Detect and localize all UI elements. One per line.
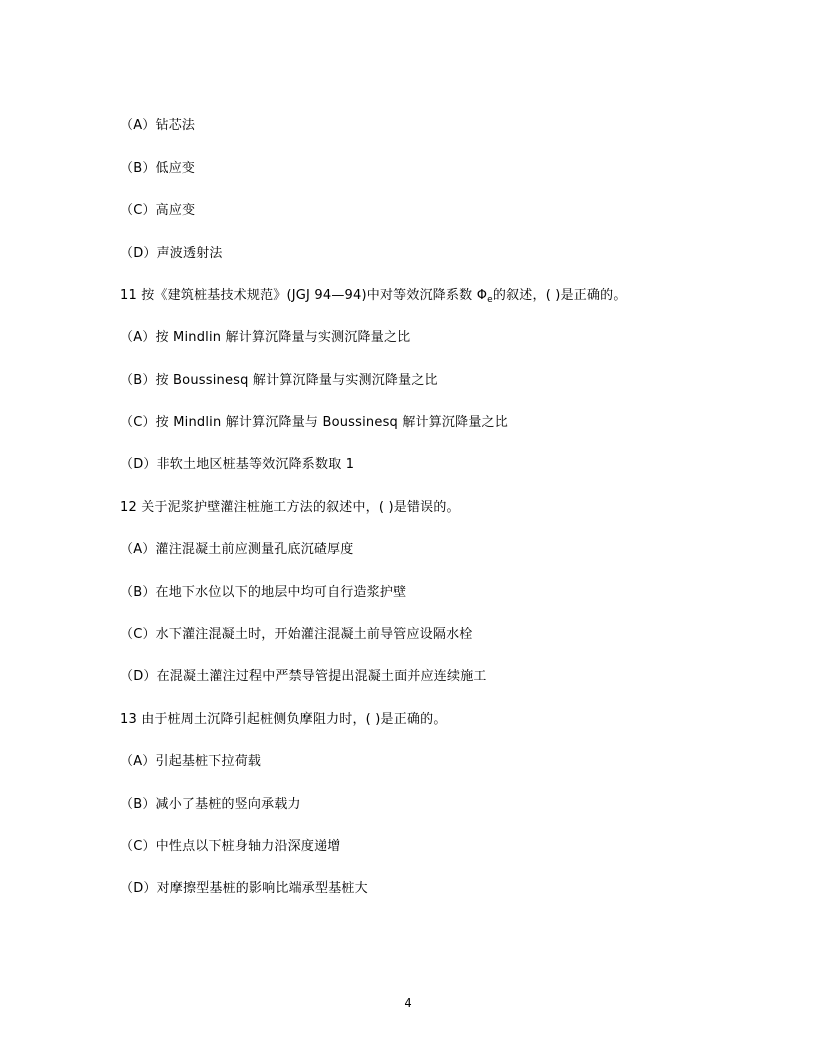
q12-option-d: （D）在混凝土灌注过程中严禁导管提出混凝土面并应连续施工: [120, 669, 487, 684]
q13-option-c: （C）中性点以下桩身轴力沿深度递增: [120, 839, 341, 854]
q13-option-b: （B）减小了基桩的竖向承载力: [120, 797, 301, 812]
q11-option-d: （D）非软土地区桩基等效沉降系数取 1: [120, 457, 355, 472]
q10-option-d: （D）声波透射法: [120, 246, 223, 261]
q13-option-d: （D）对摩擦型基桩的影响比端承型基桩大: [120, 881, 368, 896]
q12-question: 12 关于泥浆护壁灌注桩施工方法的叙述中，( )是错误的。: [120, 500, 460, 515]
q11-question-prefix: 11 按《建筑桩基技术规范》(JGJ 94—94)中对等效沉降系数 Φ: [120, 288, 488, 303]
q11-option-c: （C）按 Mindlin 解计算沉降量与 Boussinesq 解计算沉降量之比: [120, 415, 508, 430]
q11-question-subscript: e: [487, 295, 493, 305]
q12-option-b: （B）在地下水位以下的地层中均可自行造浆护壁: [120, 585, 407, 600]
q13-option-a: （A）引起基桩下拉荷载: [120, 754, 262, 769]
q12-option-c: （C）水下灌注混凝土时，开始灌注混凝土前导管应设隔水栓: [120, 627, 473, 642]
q10-option-a: （A）钻芯法: [120, 118, 196, 133]
q12-option-a: （A）灌注混凝土前应测量孔底沉碴厚度: [120, 542, 354, 557]
q11-question: [120, 287, 627, 309]
q11-option-a: （A）按 Mindlin 解计算沉降量与实测沉降量之比: [120, 330, 411, 345]
q13-question: 13 由于桩周土沉降引起桩侧负摩阻力时，( )是正确的。: [120, 712, 447, 727]
q10-option-c: （C）高应变: [120, 203, 196, 218]
q10-option-b: （B）低应变: [120, 161, 196, 176]
q11-question-suffix: 的叙述，( )是正确的。: [492, 288, 627, 303]
page-number: 4: [404, 996, 412, 1010]
q11-option-b: （B）按 Boussinesq 解计算沉降量与实测沉降量之比: [120, 373, 438, 388]
